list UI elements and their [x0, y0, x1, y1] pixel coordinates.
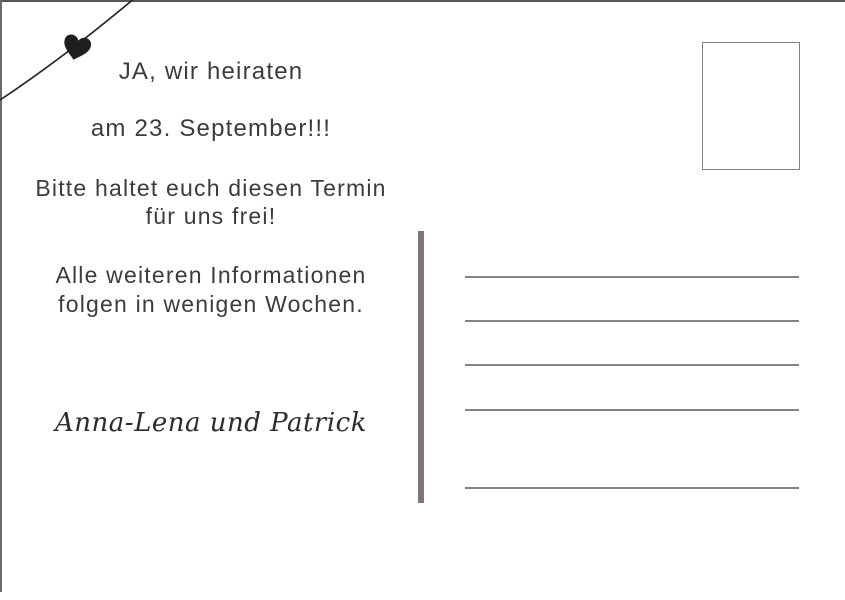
save-date-line-1: Bitte haltet euch diesen Termin	[35, 175, 387, 201]
date-line: am 23. September!!!	[90, 115, 332, 142]
info-text	[0, 261, 422, 319]
address-line	[465, 320, 799, 322]
save-date-line-2: für uns frei!	[145, 203, 277, 229]
address-line	[465, 276, 799, 278]
info-line-1: Alle weiteren Informationen	[55, 262, 367, 288]
divider-line	[418, 231, 424, 503]
signature: Anna-Lena und Patrick	[55, 408, 367, 438]
headline: JA, wir heiraten	[118, 58, 304, 85]
info-line-2: folgen in wenigen Wochen.	[58, 291, 364, 317]
message-column	[0, 0, 422, 600]
save-date-request	[0, 174, 422, 230]
address-line	[465, 364, 799, 366]
address-line	[465, 409, 799, 411]
address-line	[465, 487, 799, 489]
stamp-box	[702, 42, 800, 170]
